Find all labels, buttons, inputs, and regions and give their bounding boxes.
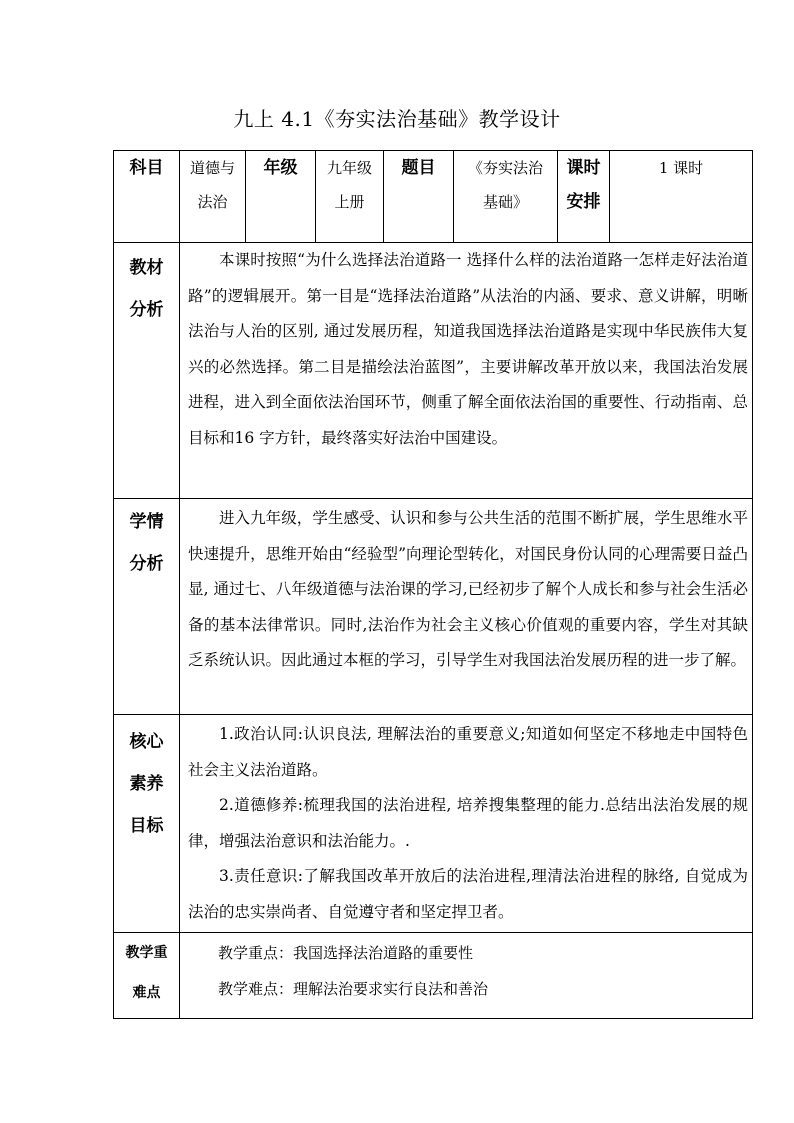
schedule-value: 1 课时 [658, 159, 704, 177]
grade-value-line1: 九年级 [326, 159, 372, 177]
focus-label-line2: 难点 [132, 985, 161, 1001]
key-point-text: 教学重点：我国选择法治道路的重要性 [218, 944, 474, 962]
topic-value-line1: 《夯实法治 [467, 159, 543, 177]
schedule-label-line2: 安排 [566, 192, 601, 212]
goal-item-3: 3.责任意识:了解我国改革开放后的法治进程,理清法治进程的脉络, 自觉成为法治的忠实崇尚者、自觉遵守者和坚定捍卫者。 [188, 867, 748, 921]
grade-value-cell [316, 151, 384, 243]
header-row [114, 151, 753, 243]
subject-label: 科目 [129, 158, 164, 178]
textbook-analysis-text: 本课时按照“为什么选择法治道路一 选择什么样的法治道路一怎样走好法治道路”的逻辑展开。第一目是“选择法治道路”从法治的内涵、要求、意义讲解，明晰法治与人治的区别, 通过发展历程，知道我国选择法治道路是实现中华民族伟大复兴的必然选择。第二目是描绘法治蓝图”，主要讲解改革开放以来，我国法治发展进程，进入到全面依法治国环节，侧重了解全面依法治国的重要性、行动指南、总目标和16 字方针，最终落实好法治中国建设。 [188, 251, 748, 447]
goals-label-line3: 目标 [129, 816, 164, 836]
goals-label-line2: 素养 [129, 774, 164, 794]
textbook-label-line2: 分析 [129, 300, 164, 320]
textbook-analysis-cell [180, 243, 753, 499]
students-label-line2: 分析 [129, 554, 164, 574]
focus-cell [180, 933, 753, 1019]
schedule-label-line1: 课时 [566, 158, 601, 178]
topic-value-cell [454, 151, 558, 243]
students-label-cell [114, 499, 180, 715]
goals-label-cell [114, 715, 180, 933]
students-row [114, 499, 753, 715]
lesson-plan-table [113, 150, 753, 1019]
schedule-label-cell [558, 151, 610, 243]
topic-value-line2: 基础》 [482, 193, 528, 211]
grade-value-line2: 上册 [334, 193, 365, 211]
students-analysis-text: 进入九年级，学生感受、认识和参与公共生活的范围不断扩展，学生思维水平快速提升，思维开始由“经验型”向理论型转化，对国民身份认同的心理需要日益凸显, 通过七、八年级道德与法治课的学习,已经初步了解个人成长和参与社会生活必备的基本法律常识。同时,法治作为社会主义核心价值观的重要内容，学生对其缺乏系统认识。因此通过本框的学习，引导学生对我国法治发展历程的进一步了解。 [188, 509, 748, 669]
goal-item-1: 1.政治认同:认识良法, 理解法治的重要意义;知道如何坚定不移地走中国特色社会主义法治道路。 [188, 725, 748, 779]
difficulty-text: 教学难点：理解法治要求实行良法和善治 [218, 980, 489, 998]
goals-row [114, 715, 753, 933]
goal-item-2: 2.道德修养:梳理我国的法治进程, 培养搜集整理的能力.总结出法治发展的规律，增强法治意识和法治能力。. [188, 796, 748, 850]
subject-value-cell [180, 151, 246, 243]
goals-cell [180, 715, 753, 933]
grade-label: 年级 [263, 158, 298, 178]
page-title: 九上 4.1《夯实法治基础》教学设计 [233, 107, 561, 131]
topic-label: 题目 [401, 158, 436, 178]
grade-label-cell [246, 151, 316, 243]
focus-row [114, 933, 753, 1019]
subject-value-line2: 法治 [197, 193, 228, 211]
subject-label-cell [114, 151, 180, 243]
textbook-row [114, 243, 753, 499]
focus-label-cell [114, 933, 180, 1019]
textbook-label-cell [114, 243, 180, 499]
topic-label-cell [384, 151, 454, 243]
students-analysis-cell [180, 499, 753, 715]
goals-label-line1: 核心 [129, 732, 164, 752]
focus-label-line1: 教学重 [125, 945, 168, 961]
subject-value-line1: 道德与 [189, 159, 235, 177]
schedule-value-cell [610, 151, 753, 243]
students-label-line1: 学情 [129, 512, 164, 532]
textbook-label-line1: 教材 [129, 258, 164, 278]
